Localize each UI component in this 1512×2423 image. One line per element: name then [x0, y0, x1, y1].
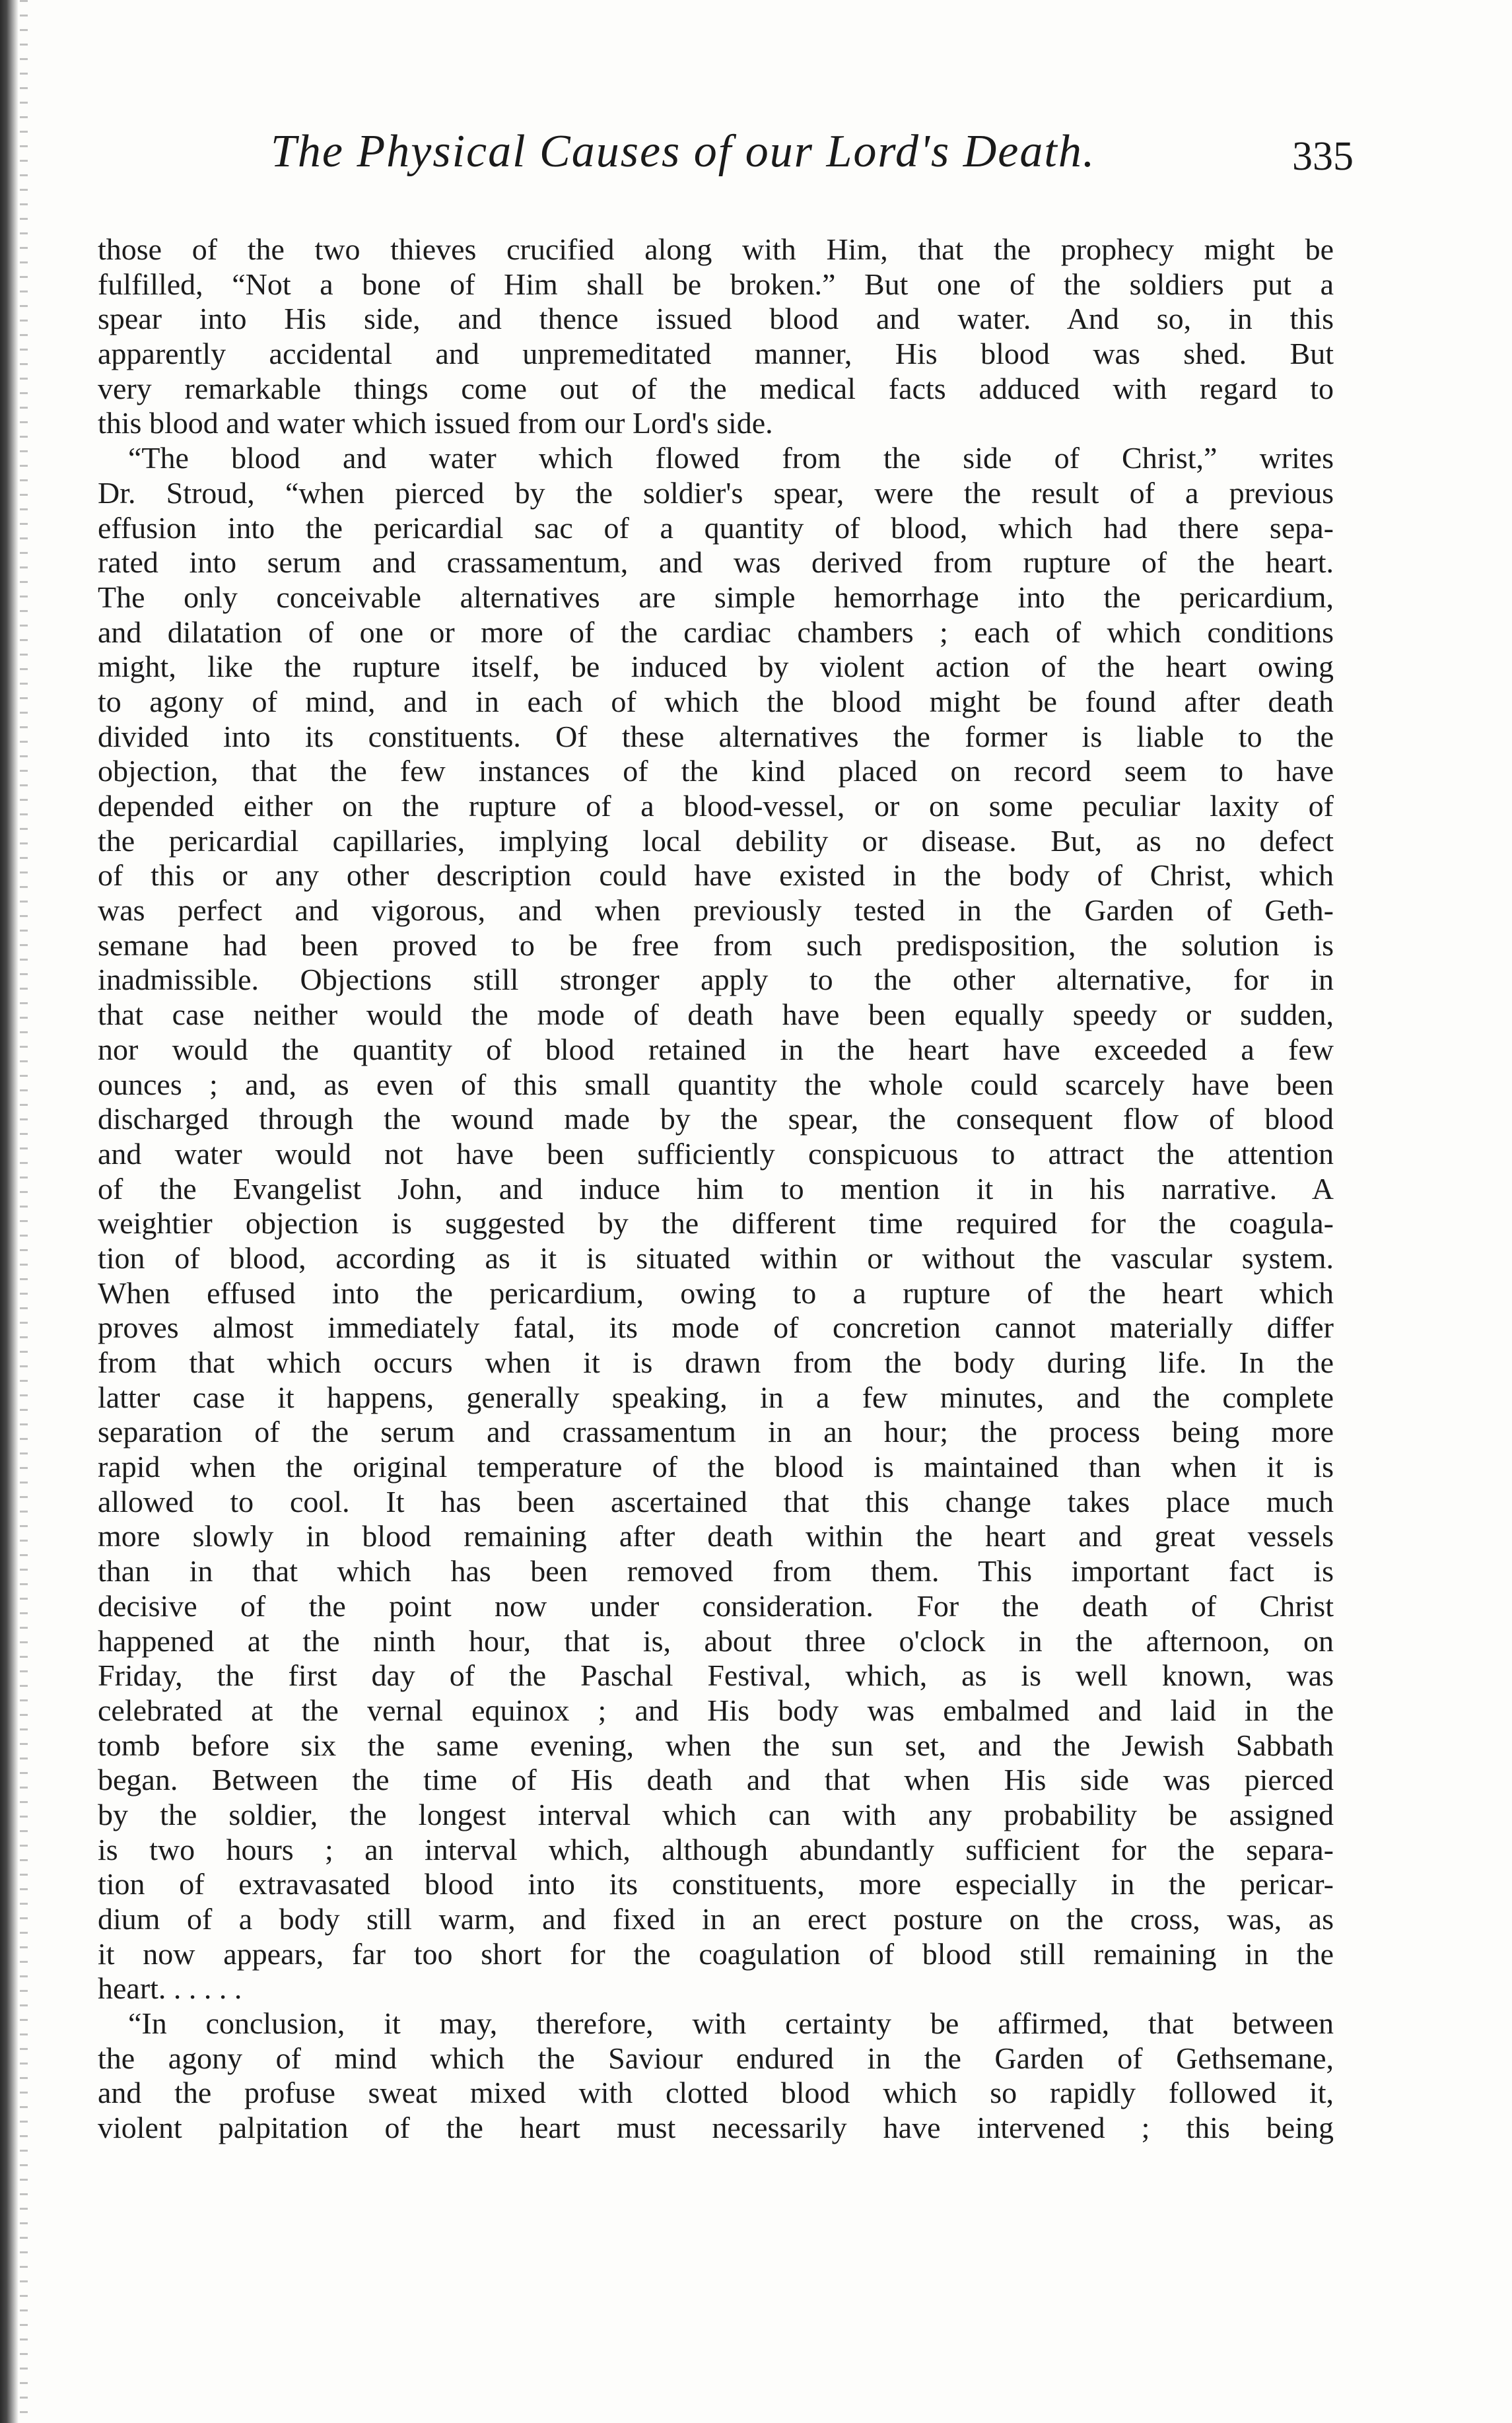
text-line: by the soldier, the longest interval which can with any probability be assigned	[98, 1797, 1334, 1831]
text-line: more slowly in blood remaining after death within the heart and great vessels	[98, 1519, 1334, 1553]
text-line: “The blood and water which flowed from the side of Christ,” writes	[128, 441, 1334, 475]
text-line: dium of a body still warm, and fixed in an erect posture on the cross, was, as	[98, 1902, 1334, 1936]
text-line: of this or any other description could have existed in the body of Christ, which	[98, 858, 1334, 893]
text-line: objection, that the few instances of the kind placed on record seem to have	[98, 754, 1334, 788]
text-line: apparently accidental and unpremeditated manner, His blood was shed. But	[98, 337, 1334, 371]
text-line: “In conclusion, it may, therefore, with certainty be affirmed, that between	[128, 2006, 1334, 2041]
text-line: the agony of mind which the Saviour endured in the Garden of Gethsemane,	[98, 2041, 1334, 2075]
binding-stitching	[20, 0, 28, 2423]
text-line: Dr. Stroud, “when pierced by the soldier's spear, were the result of a previous	[98, 475, 1334, 510]
text-line: tion of blood, according as it is situated within or without the vascular system.	[98, 1241, 1334, 1275]
text-line: to agony of mind, and in each of which the blood might be found after death	[98, 684, 1334, 718]
text-line: from that which occurs when it is drawn from the body during life. In the	[98, 1346, 1334, 1379]
text-line: of the Evangelist John, and induce him to mention it in his narrative. A	[98, 1171, 1334, 1206]
text-line: it now appears, far too short for the coagulation of blood still remaining in the	[98, 1936, 1334, 1971]
text-line: latter case it happens, generally speaking, in a few minutes, and the complete	[98, 1380, 1334, 1414]
binding-edge	[0, 0, 18, 2423]
text-line: allowed to cool. It has been ascertained that this change takes place much	[98, 1484, 1334, 1519]
text-line: weightier objection is suggested by the different time required for the coagula-	[98, 1206, 1334, 1241]
text-line: and dilatation of one or more of the cardiac chambers ; each of which conditions	[98, 615, 1334, 649]
text-line: was perfect and vigorous, and when previously tested in the Garden of Geth-	[98, 893, 1334, 928]
text-line: When effused into the pericardium, owing to a rupture of the heart which	[98, 1276, 1334, 1310]
text-line: the pericardial capillaries, implying local debility or disease. But, as no defect	[98, 823, 1334, 858]
text-line: happened at the ninth hour, that is, about three o'clock in the afternoon, on	[98, 1623, 1334, 1658]
text-line: celebrated at the vernal equinox ; and His body was embalmed and laid in the	[98, 1693, 1334, 1727]
text-line: spear into His side, and thence issued blood and water. And so, in this	[98, 302, 1334, 336]
body-text	[98, 232, 1334, 2146]
text-line: The only conceivable alternatives are simple hemorrhage into the pericardium,	[98, 580, 1334, 614]
text-line: effusion into the pericardial sac of a quantity of blood, which had there sepa-	[98, 510, 1334, 545]
text-line: depended either on the rupture of a blood-vessel, or on some peculiar laxity of	[98, 789, 1334, 823]
text-line: inadmissible. Objections still stronger apply to the other alternative, for in	[98, 963, 1334, 997]
text-line: proves almost immediately fatal, its mode of concretion cannot materially differ	[98, 1311, 1334, 1345]
text-line: divided into its constituents. Of these alternatives the former is liable to the	[98, 719, 1334, 753]
text-line: discharged through the wound made by the spear, the consequent flow of blood	[98, 1102, 1334, 1136]
text-line: very remarkable things come out of the medical facts adduced with regard to	[98, 371, 1334, 405]
text-line: violent palpitation of the heart must necessarily have intervened ; this being	[98, 2111, 1334, 2145]
text-line: Friday, the first day of the Paschal Festival, which, as is well known, was	[98, 1658, 1334, 1693]
text-line: ounces ; and, as even of this small quantity the whole could scarcely have been	[98, 1067, 1334, 1101]
text-line: decisive of the point now under consideration. For the death of Christ	[98, 1588, 1334, 1623]
text-line: than in that which has been removed from them. This important fact is	[98, 1554, 1334, 1588]
text-line: rapid when the original temperature of the blood is maintained than when it is	[98, 1450, 1334, 1484]
text-line: this blood and water which issued from our Lord's side.	[98, 406, 773, 440]
running-head	[198, 119, 1354, 185]
text-line: separation of the serum and crassamentum in an hour; the process being more	[98, 1415, 1334, 1449]
text-line: and the profuse sweat mixed with clotted blood which so rapidly followed it,	[98, 2076, 1334, 2110]
text-line: that case neither would the mode of death have been equally speedy or sudden,	[98, 998, 1334, 1032]
text-line: tomb before six the same evening, when the sun set, and the Jewish Sabbath	[98, 1728, 1334, 1762]
text-line: and water would not have been sufficiently conspicuous to attract the attention	[98, 1136, 1334, 1171]
text-line: those of the two thieves crucified along with Him, that the prophecy might be	[98, 232, 1334, 266]
text-line: nor would the quantity of blood retained in the heart have exceeded a few	[98, 1032, 1334, 1066]
text-line: fulfilled, “Not a bone of Him shall be broken.” But one of the soldiers put a	[98, 267, 1334, 301]
text-line: began. Between the time of His death and that when His side was pierced	[98, 1763, 1334, 1797]
running-title: The Physical Causes of our Lord's Death.	[271, 126, 1096, 177]
text-line: tion of extravasated blood into its constituents, more especially in the pericar-	[98, 1867, 1334, 1901]
text-line: heart. . . . . .	[98, 1971, 242, 2006]
text-line: semane had been proved to be free from such predisposition, the solution is	[98, 928, 1334, 962]
text-line: rated into serum and crassamentum, and was derived from rupture of the heart.	[98, 545, 1334, 580]
page-number: 335	[1292, 134, 1354, 179]
text-line: might, like the rupture itself, be induced by violent action of the heart owing	[98, 650, 1334, 684]
text-line: is two hours ; an interval which, although abundantly sufficient for the separa-	[98, 1832, 1334, 1866]
